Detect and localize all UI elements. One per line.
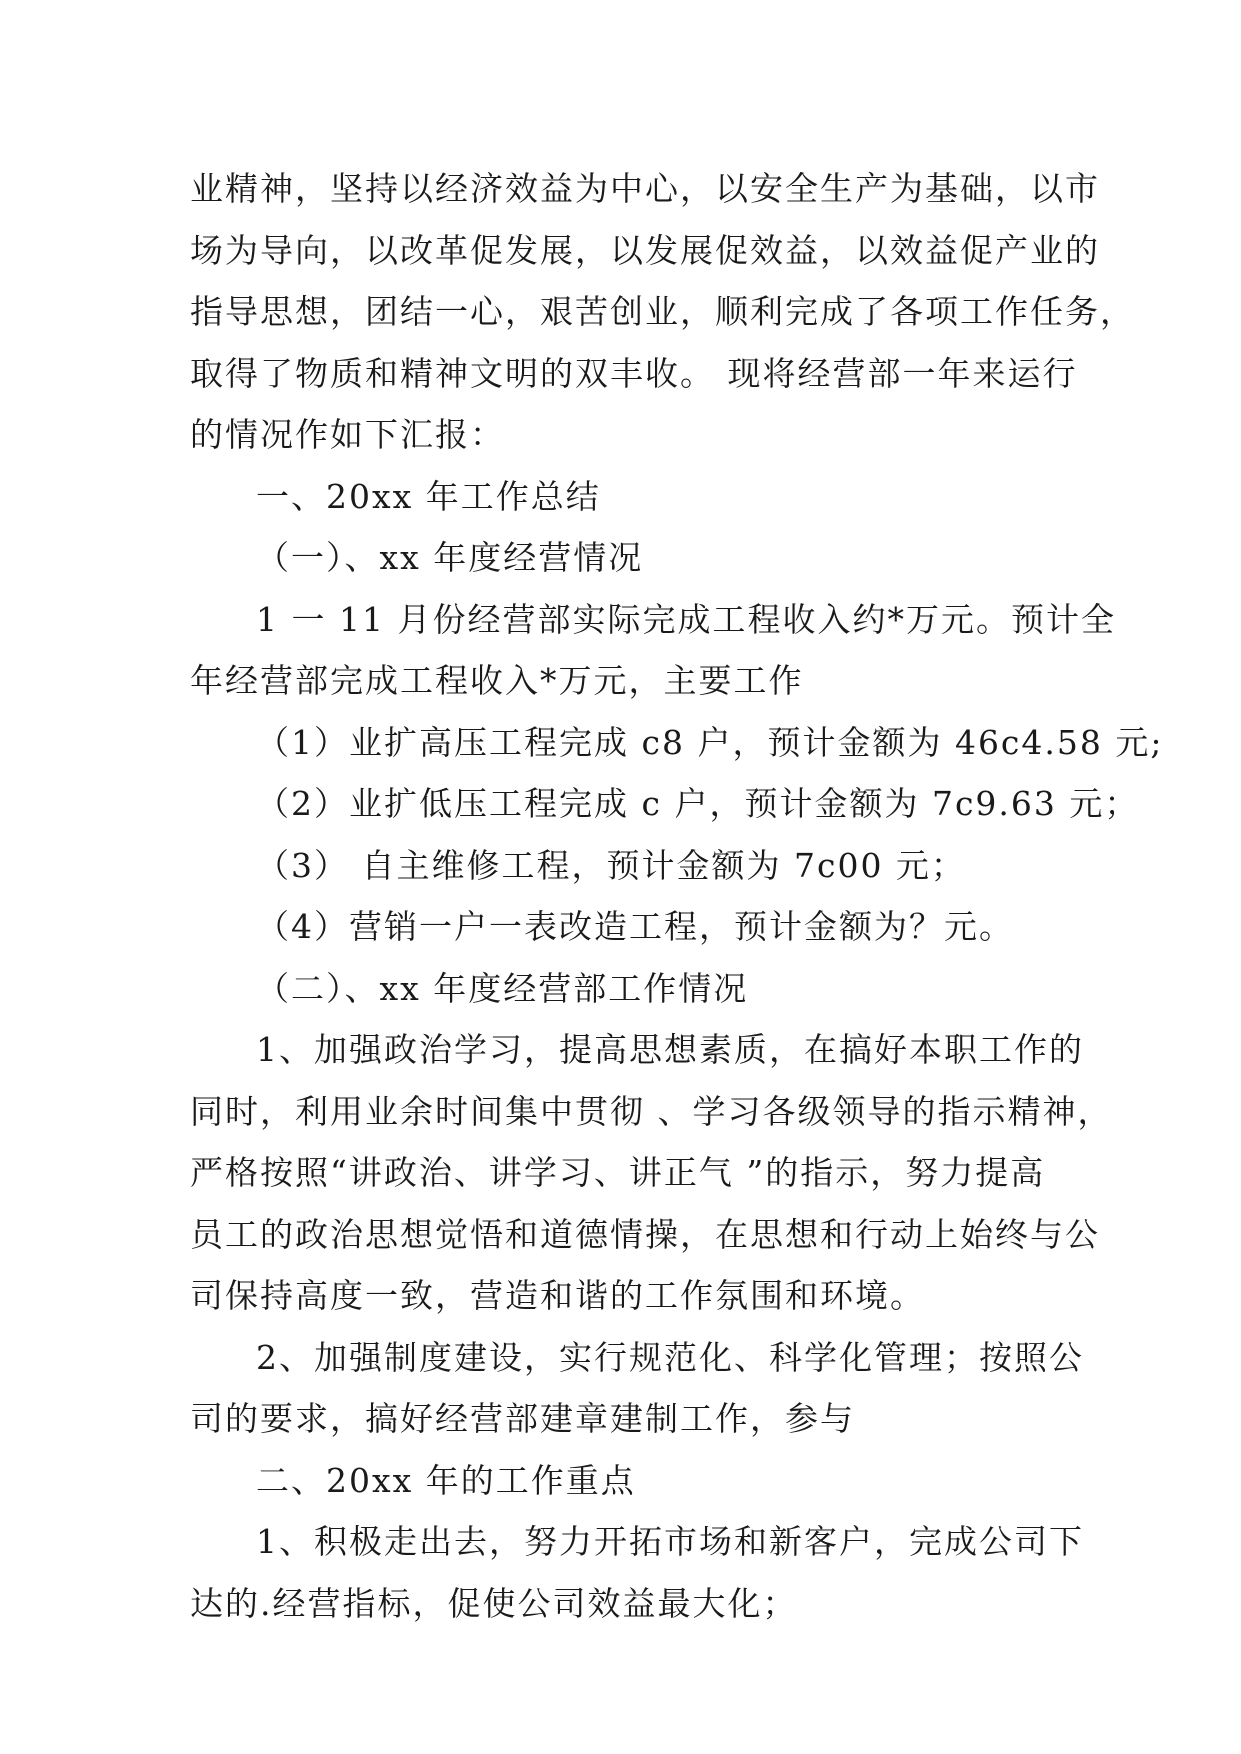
paragraph-line: 达的.经营指标，促使公司效益最大化； — [190, 1583, 798, 1623]
subsection-heading: （二）、xx 年度经营部工作情况 — [256, 968, 749, 1008]
document-body — [190, 158, 1164, 1634]
section-heading: 二、20xx 年的工作重点 — [256, 1460, 636, 1500]
list-item: （4）营销一户一表改造工程，预计金额为？元。 — [256, 907, 1014, 946]
paragraph-line: 1 一 11 月份经营部实际完成工程收入约*万元。预计全 — [256, 599, 1116, 639]
paragraph-line: 1、加强政治学习，提高思想素质，在搞好本职工作的 — [256, 1030, 1084, 1069]
list-item: （1）业扩高压工程完成 c8 户，预计金额为 46c4.58 元; — [256, 722, 1164, 762]
paragraph-line: 2、加强制度建设，实行规范化、科学化管理；按照公 — [256, 1337, 1084, 1377]
paragraph-line: 取得了物质和精神文明的双丰收。 现将经营部一年来运行 — [190, 353, 1078, 393]
paragraph-line: 场为导向，以改革促发展，以发展促效益，以效益促产业的 — [190, 230, 1100, 270]
paragraph-line: 严格按照“讲政治、讲学习、讲正气 ”的指示，努力提高 — [190, 1153, 1046, 1192]
paragraph-line: 指导思想，团结一心，艰苦创业，顺利完成了各项工作任务， — [190, 292, 1135, 331]
subsection-heading: （一）、xx 年度经营情况 — [256, 538, 644, 577]
paragraph-line: 司的要求，搞好经营部建章建制工作，参与 — [190, 1399, 855, 1438]
paragraph-line: 业精神，坚持以经济效益为中心，以安全生产为基础，以市 — [190, 169, 1100, 208]
paragraph-line: 同时，利用业余时间集中贯彻 、学习各级领导的指示精神， — [190, 1091, 1113, 1131]
list-item: （2）业扩低压工程完成 c 户，预计金额为 7c9.63 元； — [256, 784, 1140, 823]
list-item: （3） 自主维修工程，预计金额为 7c00 元； — [256, 845, 966, 885]
paragraph-line: 员工的政治思想觉悟和道德情操，在思想和行动上始终与公 — [190, 1214, 1100, 1254]
section-heading: 一、20xx 年工作总结 — [256, 476, 601, 516]
paragraph-line: 1、积极走出去，努力开拓市场和新客户，完成公司下 — [256, 1522, 1084, 1561]
paragraph-line: 年经营部完成工程收入*万元，主要工作 — [190, 661, 804, 700]
paragraph-line: 的情况作如下汇报： — [190, 415, 505, 454]
paragraph-line: 司保持高度一致，营造和谐的工作氛围和环境。 — [190, 1276, 925, 1315]
